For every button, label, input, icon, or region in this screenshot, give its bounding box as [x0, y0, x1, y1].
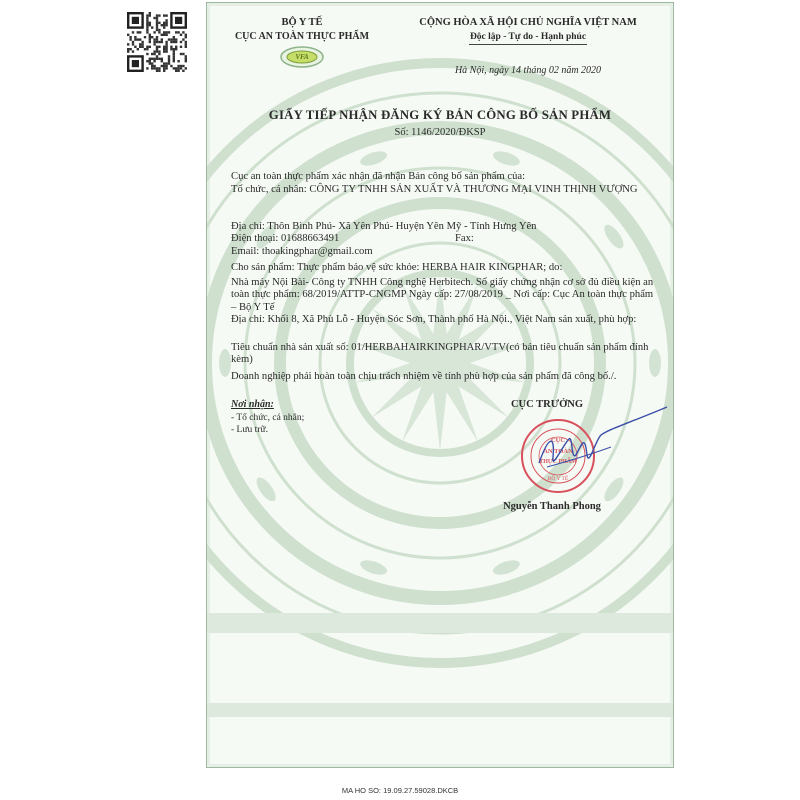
organization-address: Địa chỉ: Thôn Bình Phú- Xã Yên Phú- Huyện Yên Mỹ - Tỉnh Hưng Yên [231, 221, 537, 232]
manufacturer-standard: Tiêu chuẩn nhà sản xuất số: 01/HERBAHAIRKINGPHAR/VTV(có bản tiêu chuẩn sản phẩm đính kèm) [231, 342, 649, 366]
recipients-heading: Nơi nhận: [231, 399, 274, 410]
dossier-code: MA HO SO: 19.09.27.59028.DKCB [341, 786, 459, 795]
handwritten-signature-icon [529, 405, 669, 495]
fax: Fax: [455, 233, 474, 244]
country-name: CỘNG HÒA XÃ HỘI CHỦ NGHĨA VIỆT NAM [419, 17, 637, 28]
recipient-item: - Lưu trữ. [231, 425, 268, 435]
document-title: GIẤY TIẾP NHẬN ĐĂNG KÝ BẢN CÔNG BỐ SẢN PHẨM [268, 108, 612, 122]
document-number: Số: 1146/2020/ĐKSP [394, 127, 486, 138]
factory: Nhà máy Nội Bài- Công ty TNHH Công nghệ Herbitech. Số giấy chứng nhận cơ sở đủ điều kiện an toàn thực phẩm: 68/2019/ATTP-CNGMP Ngày cấp: 27/08/2019 _ Nơi cấp: Cục An toàn thực phẩm – Bộ Y Tế [231, 277, 654, 313]
product: Cho sản phẩm: Thực phẩm bảo vệ sức khỏe: HERBA HAIR KINGPHAR; do: [231, 262, 563, 273]
recipient-item: - Tổ chức, cá nhân; [231, 413, 305, 423]
responsibility-statement: Doanh nghiệp phải hoàn toàn chịu trách nhiệm về tính phù hợp của sản phẩm đã công bố./. [231, 371, 617, 382]
department-name: CỤC AN TOÀN THỰC PHẨM [234, 31, 370, 42]
qr-code [127, 12, 187, 72]
signer-name: Nguyễn Thanh Phong [503, 501, 601, 512]
factory-address: Địa chỉ: Khối 8, Xã Phù Lỗ - Huyện Sóc Sơn, Thành phố Hà Nội., Việt Nam sản xuất, phù hợp: [231, 314, 637, 325]
email: Email: thoakingphar@gmail.com [231, 246, 373, 257]
organization: Tổ chức, cá nhân: CÔNG TY TNHH SẢN XUẤT VÀ THƯƠNG MẠI VINH THỊNH VƯỢNG [231, 184, 638, 195]
vfa-logo: VFA [279, 45, 325, 69]
place-date: Hà Nội, ngày 14 tháng 02 năm 2020 [454, 65, 602, 76]
phone: Điện thoại: 01688663491 [231, 233, 340, 244]
signer-title: CỤC TRƯỞNG [510, 399, 584, 410]
motto-underline [469, 44, 587, 45]
certificate-document [206, 2, 674, 768]
motto: Độc lập - Tự do - Hạnh phúc [469, 32, 587, 42]
intro-text: Cục an toàn thực phẩm xác nhận đã nhận Bản công bố sản phẩm của: [231, 171, 526, 182]
official-stamp-icon: CỤC AN TOÀN THỰC PHẨM BỘ Y TẾ [519, 417, 597, 495]
ministry-name: BỘ Y TẾ [281, 17, 323, 28]
